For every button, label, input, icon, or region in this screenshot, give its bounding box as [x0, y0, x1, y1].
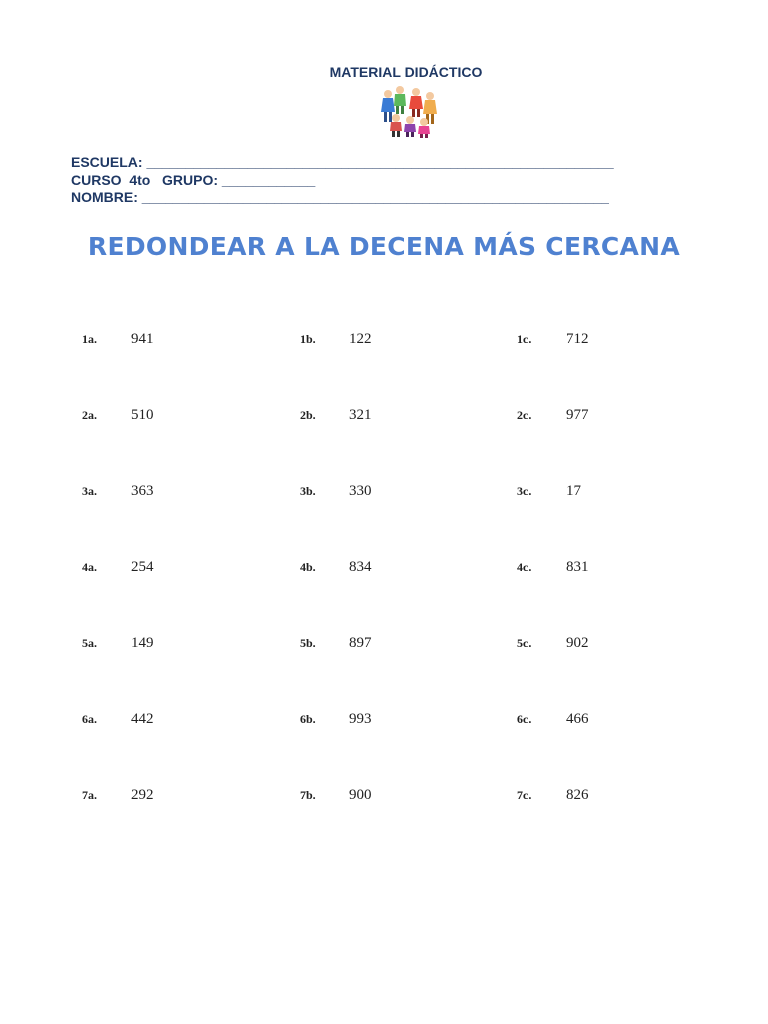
problem-label: 2a. — [82, 408, 97, 422]
problem-number: 826 — [566, 787, 589, 803]
nombre-field: NOMBRE: ____________________________________________________________ — [71, 189, 609, 205]
problem-number: 902 — [566, 635, 589, 651]
curso-grupo-field: CURSO 4to GRUPO: ____________ — [71, 172, 316, 188]
problem-label: 7c. — [517, 788, 532, 802]
problem-number: 993 — [349, 711, 372, 727]
problem-number: 834 — [349, 559, 372, 575]
problem-number: 292 — [131, 787, 154, 803]
problem-number: 466 — [566, 711, 589, 727]
problem-number: 254 — [131, 559, 154, 575]
problem-label: 2c. — [517, 408, 532, 422]
problem-label: 3b. — [300, 484, 316, 498]
children-group-icon — [376, 84, 440, 138]
problem-number: 941 — [131, 331, 154, 347]
problem-label: 4b. — [300, 560, 316, 574]
problem-label: 5b. — [300, 636, 316, 650]
problem-label: 2b. — [300, 408, 316, 422]
problem-number: 17 — [566, 483, 581, 499]
problem-label: 5c. — [517, 636, 532, 650]
problem-label: 3c. — [517, 484, 532, 498]
problem-label: 4a. — [82, 560, 97, 574]
problem-number: 330 — [349, 483, 372, 499]
problem-label: 4c. — [517, 560, 532, 574]
problem-label: 6a. — [82, 712, 97, 726]
problem-number: 363 — [131, 483, 154, 499]
problem-number: 900 — [349, 787, 372, 803]
problem-label: 1b. — [300, 332, 316, 346]
problem-number: 321 — [349, 407, 372, 423]
problem-label: 1c. — [517, 332, 532, 346]
problem-number: 897 — [349, 635, 372, 651]
problem-label: 7a. — [82, 788, 97, 802]
problem-label: 1a. — [82, 332, 97, 346]
problem-label: 6b. — [300, 712, 316, 726]
problem-number: 977 — [566, 407, 589, 423]
worksheet-title: REDONDEAR A LA DECENA MÁS CERCANA — [87, 232, 681, 261]
problem-number: 149 — [131, 635, 154, 651]
page-header-title: MATERIAL DIDÁCTICO — [329, 64, 483, 80]
problem-label: 6c. — [517, 712, 532, 726]
problem-label: 5a. — [82, 636, 97, 650]
problem-number: 122 — [349, 331, 372, 347]
problem-label: 3a. — [82, 484, 97, 498]
problem-number: 712 — [566, 331, 589, 347]
escuela-field: ESCUELA: ____________________________________________________________ — [71, 154, 614, 170]
problem-label: 7b. — [300, 788, 316, 802]
problem-number: 442 — [131, 711, 154, 727]
problem-number: 831 — [566, 559, 589, 575]
problem-number: 510 — [131, 407, 154, 423]
